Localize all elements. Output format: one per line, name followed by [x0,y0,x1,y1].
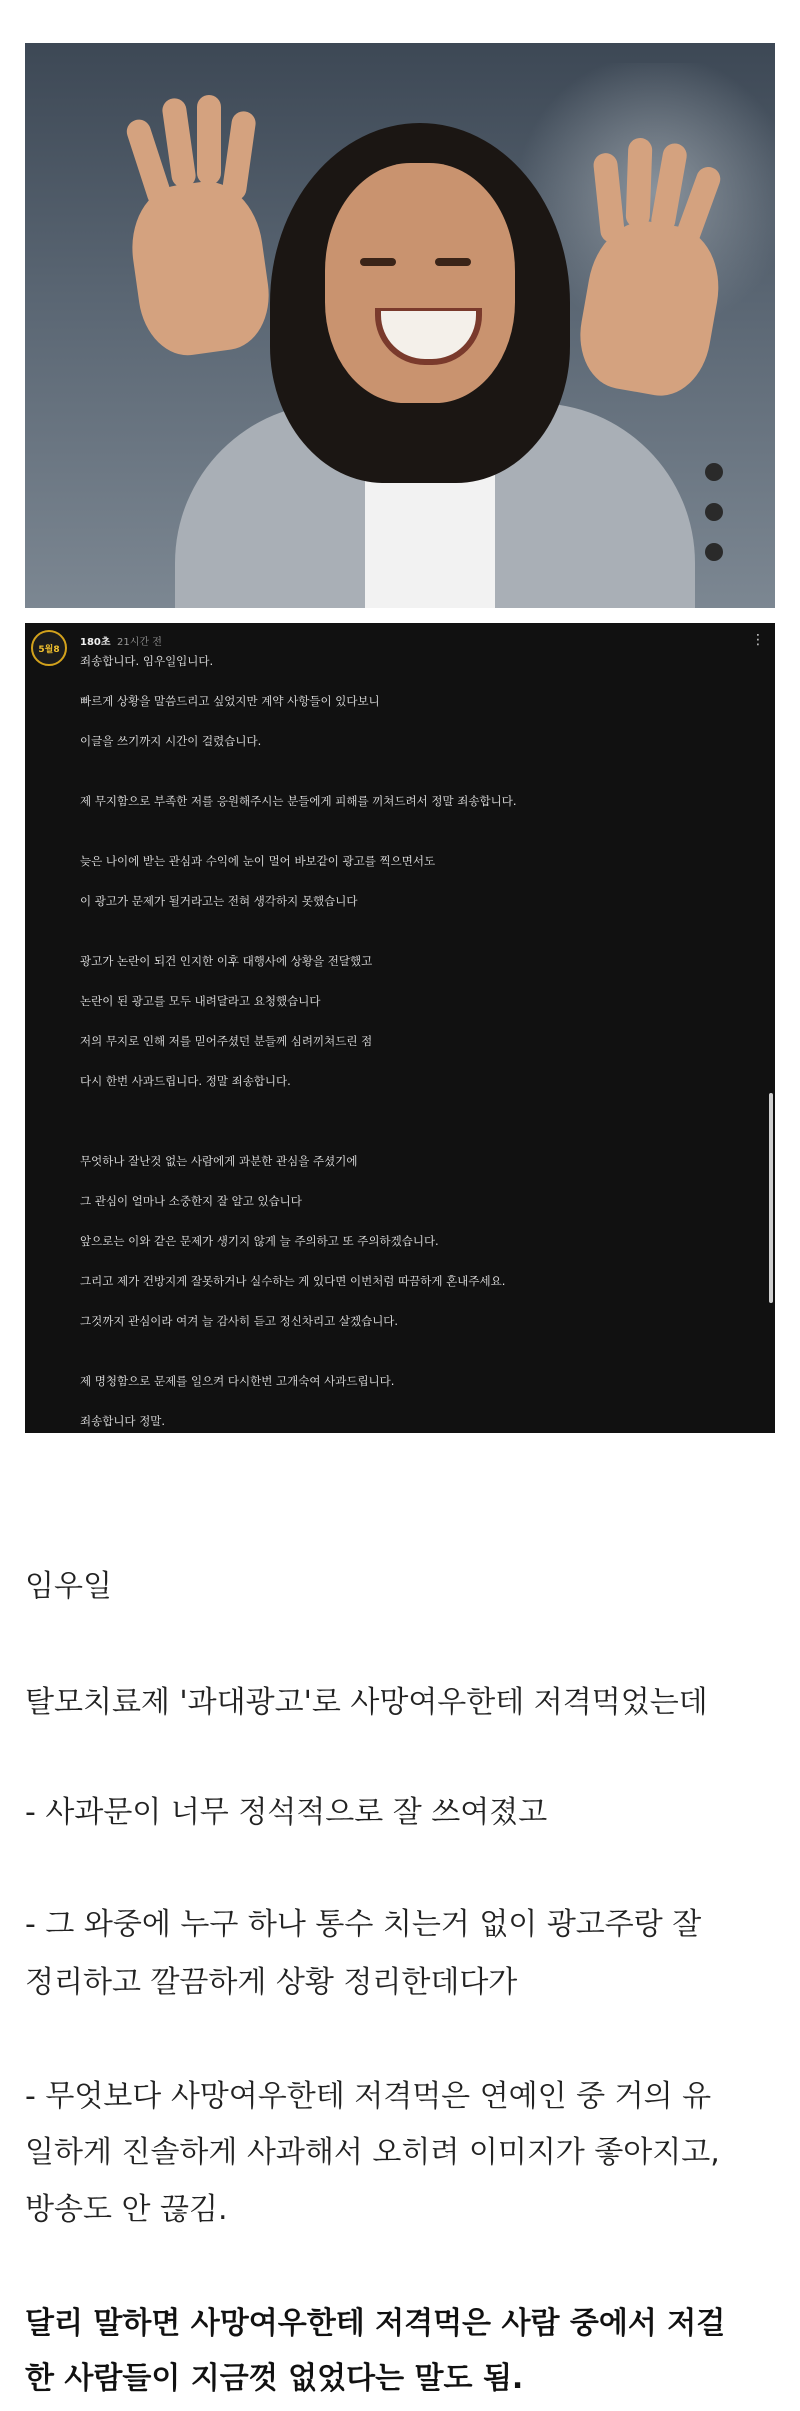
finger [221,110,257,202]
article-paragraph: 정리하고 깔끔하게 상황 정리한데다가 [25,1965,518,2000]
notice-line: 다시 한번 사과드립니다. 정말 죄송합니다. [80,1074,291,1088]
more-options-icon[interactable]: ⋮ [751,632,765,648]
notice-line: 제 명청함으로 문제를 일으켜 다시한번 고개숙여 사과드립니다. [80,1374,395,1388]
eye [435,258,471,266]
jacket-button [705,463,723,481]
finger [161,97,197,189]
face [325,163,515,403]
notice-line: 그 관심이 얼마나 소중한지 잘 알고 있습니다 [80,1194,302,1208]
notice-line: 그것까지 관심이라 여겨 늘 감사히 듣고 정신차리고 살겠습니다. [80,1314,399,1328]
channel-avatar[interactable]: 5월8 [31,630,67,666]
notice-line: 죄송합니다. 임우일입니다. [80,654,214,668]
notice-line: 그리고 제가 건방지게 잘못하거나 실수하는 게 있다면 이번처럼 따끔하게 혼내주세요. [80,1274,506,1288]
article-paragraph: - 무엇보다 사망여우한테 저격먹은 연예인 중 거의 유 [25,2079,712,2114]
notice-line: 광고가 논란이 되건 인지한 이후 대행사에 상황을 전달했고 [80,954,373,968]
article-paragraph: 임우일 [25,1569,112,1604]
finger [197,95,221,185]
scrollbar[interactable] [769,1093,773,1303]
article-paragraph: - 사과문이 너무 정석적으로 잘 쓰여졌고 [25,1795,548,1830]
notice-line: 빠르게 상황을 말씀드리고 싶었지만 계약 사항들이 있다보니 [80,694,380,708]
notice-line: 저의 무지로 인해 저를 믿어주셨던 분들께 심려끼쳐드린 점 [80,1034,373,1048]
article-paragraph: - 그 와중에 누구 하나 통수 치는거 없이 광고주랑 잘 [25,1907,702,1942]
article-paragraph: 탈모치료제 '과대광고'로 사망여우한테 저격먹었는데 [25,1685,708,1720]
left-hand [124,175,276,361]
channel-name[interactable]: 180초 [80,637,111,648]
article-paragraph-bold: 달리 말하면 사망여우한테 저격먹은 사람 중에서 저걸 [25,2306,726,2341]
notice-line: 앞으로는 이와 같은 문제가 생기지 않게 늘 주의하고 또 주의하겠습니다. [80,1234,439,1248]
post-time: 21시간 전 [117,637,162,648]
notice-line: 제 무지함으로 부족한 저를 응원해주시는 분들에게 피해를 끼쳐드려서 정말 죄송합니다. [80,794,517,808]
notice-line: 무엇하나 잘난것 없는 사람에게 과분한 관심을 주셨기에 [80,1154,358,1168]
article-photo [25,43,775,608]
article-paragraph: 일하게 진솔하게 사과해서 오히려 이미지가 좋아지고, [25,2135,720,2170]
notice-line: 죄송합니다 정말. [80,1414,166,1428]
article-paragraph: 방송도 안 끊김. [25,2192,228,2227]
finger [625,138,652,229]
jacket-button [705,543,723,561]
notice-line: 늦은 나이에 받는 관심과 수익에 눈이 멀어 바보같이 광고를 찍으면서도 [80,854,436,868]
eye [360,258,396,266]
apology-screenshot [25,623,775,1433]
article-paragraph-bold: 한 사람들이 지금껏 없었다는 말도 됨. [25,2361,524,2396]
notice-line: 이 광고가 문제가 될거라고는 전혀 생각하지 못했습니다 [80,894,358,908]
jacket-button [705,503,723,521]
notice-line: 논란이 된 광고를 모두 내려달라고 요청했습니다 [80,994,321,1008]
notice-line: 이글을 쓰기까지 시간이 걸렸습니다. [80,734,262,748]
